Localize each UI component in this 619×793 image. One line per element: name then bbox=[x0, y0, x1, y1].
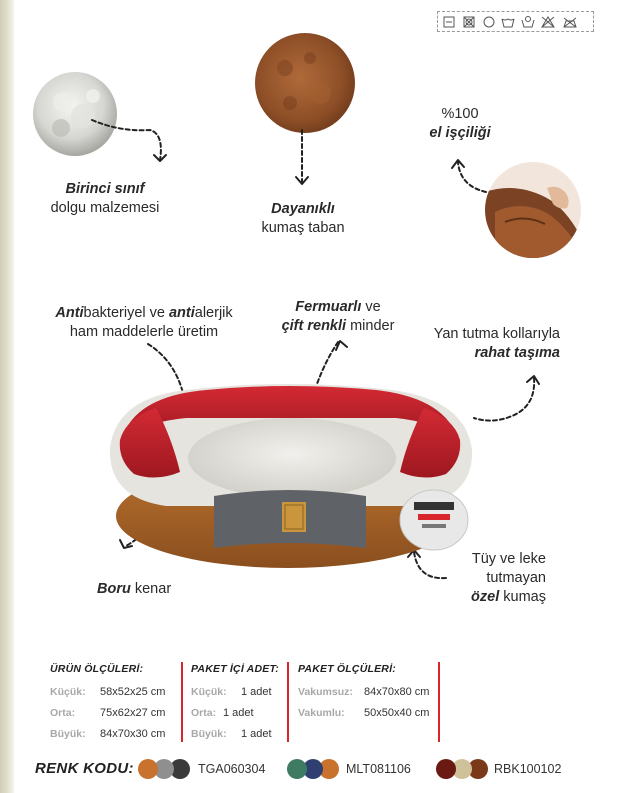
row-value: 1 adet bbox=[223, 707, 254, 719]
feature-edge bbox=[97, 580, 217, 599]
row-label: Büyük: bbox=[191, 728, 227, 740]
feature-base bbox=[233, 200, 373, 238]
pack-qty-header: PAKET İÇİ ADET: bbox=[191, 663, 279, 675]
feature-zip-t1: ve bbox=[361, 299, 381, 315]
feature-filling-text: dolgu malzemesi bbox=[50, 200, 160, 216]
table-row bbox=[50, 724, 175, 745]
table-row bbox=[298, 703, 438, 724]
table-separator bbox=[287, 662, 289, 742]
feature-zip-t2: minder bbox=[346, 318, 395, 334]
table-row bbox=[191, 724, 279, 745]
feature-fabric-text: kumaş bbox=[499, 589, 546, 605]
feature-handmade-text: %100 bbox=[441, 106, 479, 122]
package-quantity-table bbox=[191, 663, 279, 745]
row-label: Büyük: bbox=[50, 728, 86, 740]
table-row bbox=[50, 703, 175, 724]
feature-zip-b1: Fermuarlı bbox=[295, 299, 362, 315]
row-label: Orta: bbox=[191, 707, 217, 719]
color-code-3: RBK100102 bbox=[494, 762, 562, 776]
feature-fabric-line1: Tüy ve leke bbox=[471, 551, 546, 567]
feature-zip-b2: çift renkli bbox=[281, 318, 347, 334]
feature-fabric-line2: tutmayan bbox=[486, 570, 546, 586]
feature-antibac-line2: ham maddelerle üretim bbox=[69, 324, 219, 340]
feature-handles-line1: Yan tutma kollarıyla bbox=[433, 326, 560, 342]
row-value: 1 adet bbox=[241, 728, 272, 740]
row-value: 58x52x25 cm bbox=[100, 686, 166, 698]
package-dimensions-table bbox=[298, 663, 438, 724]
feature-zip bbox=[258, 298, 418, 336]
table-row bbox=[191, 682, 279, 703]
table-row bbox=[50, 682, 175, 703]
color-code-2: MLT081106 bbox=[346, 762, 411, 776]
row-label: Vakumsuz: bbox=[298, 686, 353, 698]
feature-antibac-b1: Anti bbox=[55, 305, 84, 321]
feature-handmade-bold: el işçiliği bbox=[429, 125, 491, 141]
feature-base-text: kumaş taban bbox=[261, 220, 345, 236]
row-value: 84x70x30 cm bbox=[100, 728, 166, 740]
row-value: 75x62x27 cm bbox=[100, 707, 166, 719]
row-label: Orta: bbox=[50, 707, 76, 719]
row-label: Küçük: bbox=[191, 686, 227, 698]
row-label: Küçük: bbox=[50, 686, 86, 698]
table-separator bbox=[438, 662, 440, 742]
row-value: 1 adet bbox=[241, 686, 272, 698]
feature-antibac-t2: alerjik bbox=[194, 305, 233, 321]
row-label: Vakumlu: bbox=[298, 707, 345, 719]
feature-handmade bbox=[415, 105, 505, 143]
feature-edge-text: kenar bbox=[130, 581, 172, 597]
pet-bed-image bbox=[96, 378, 480, 578]
feature-antibac-t1: bakteriyel ve bbox=[83, 305, 169, 321]
row-value: 84x70x80 cm bbox=[364, 686, 430, 698]
color-code-1: TGA060304 bbox=[198, 762, 266, 776]
color-code-label: RENK KODU: bbox=[35, 760, 134, 777]
feature-fabric-bold: özel bbox=[471, 589, 500, 605]
table-separator bbox=[181, 662, 183, 742]
feature-handles-bold: rahat taşıma bbox=[474, 345, 560, 361]
feature-antibac-b2: anti bbox=[168, 305, 195, 321]
pack-dims-header: PAKET ÖLÇÜLERİ: bbox=[298, 663, 396, 675]
table-row bbox=[191, 703, 279, 724]
color-swatch bbox=[138, 759, 158, 779]
color-swatch bbox=[436, 759, 456, 779]
table-row bbox=[298, 682, 438, 703]
feature-filling bbox=[40, 180, 170, 218]
feature-filling-bold: Birinci sınıf bbox=[65, 181, 145, 197]
feature-antibac bbox=[28, 304, 260, 342]
product-dims-header: ÜRÜN ÖLÇÜLERİ: bbox=[50, 663, 144, 675]
feature-base-bold: Dayanıklı bbox=[271, 201, 335, 217]
row-value: 50x50x40 cm bbox=[364, 707, 430, 719]
feature-edge-bold: Boru bbox=[97, 581, 131, 597]
product-dimensions-table bbox=[50, 663, 175, 745]
color-swatch bbox=[287, 759, 307, 779]
feature-handles bbox=[410, 325, 560, 363]
